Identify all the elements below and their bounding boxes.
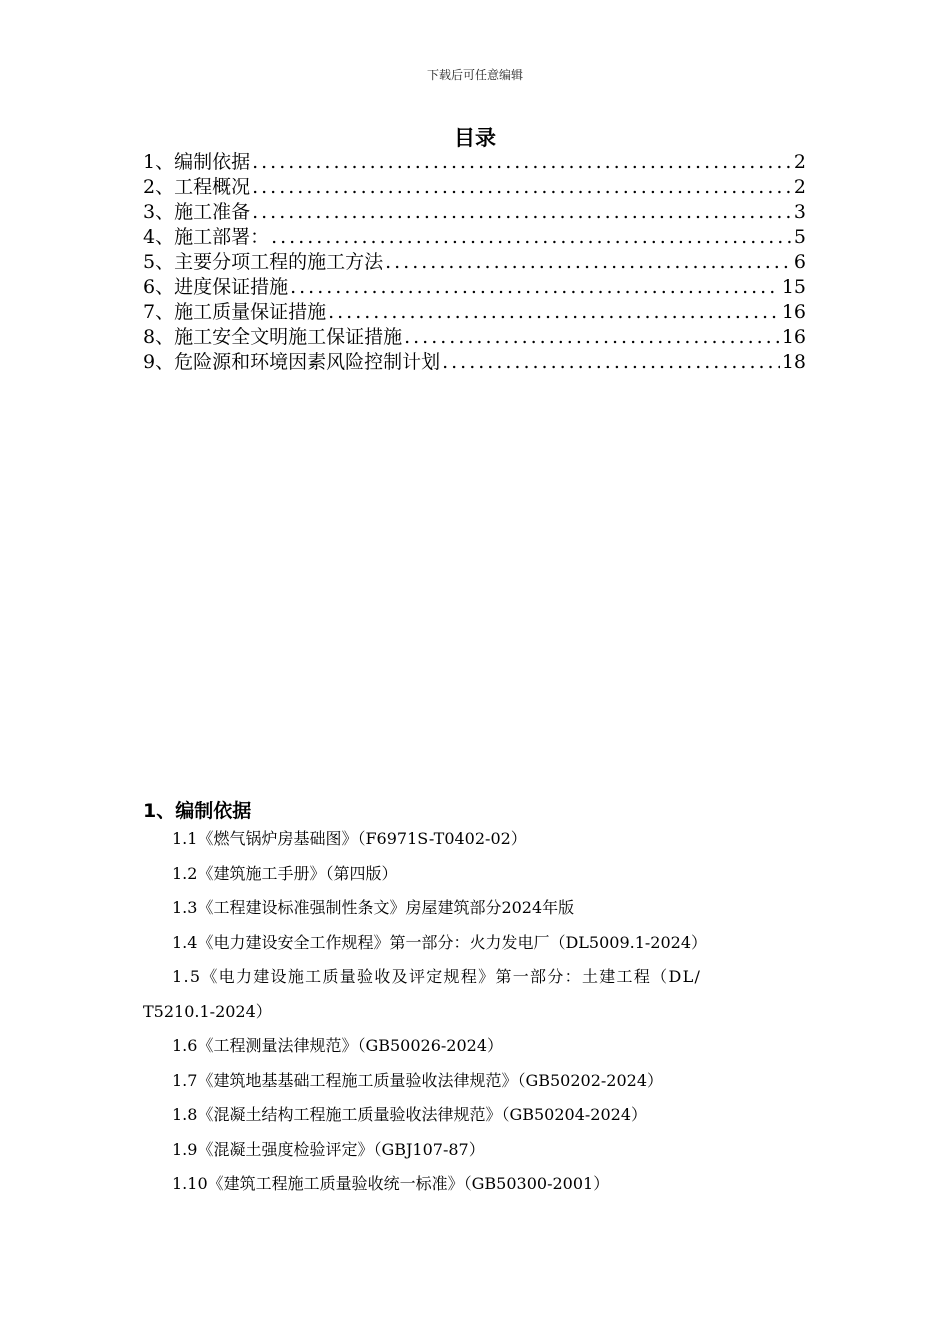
toc-entry[interactable] <box>143 200 806 225</box>
reference-item: 1.9《混凝土强度检验评定》（GBJ107-87） <box>172 1139 485 1159</box>
toc-dot-leader <box>385 250 792 275</box>
toc-entry-label: 7、施工质量保证措施 <box>143 301 327 323</box>
toc-entry-page: 5 <box>793 226 806 248</box>
toc-entry-label: 3、施工准备 <box>143 201 251 223</box>
toc-entry-label: 6、进度保证措施 <box>143 276 289 298</box>
toc-entry-label: 8、施工安全文明施工保证措施 <box>143 326 403 348</box>
reference-item: 1.7《建筑地基基础工程施工质量验收法律规范》（GB50202-2024） <box>172 1070 664 1090</box>
toc-entry-page: 3 <box>793 201 806 223</box>
toc-entry-label: 1、编制依据 <box>143 151 251 173</box>
toc-dot-leader <box>271 225 792 250</box>
reference-item: 1.4《电力建设安全工作规程》第一部分：火力发电厂（DL5009.1-2024） <box>172 932 708 952</box>
toc-dot-leader <box>290 275 780 300</box>
reference-item: 1.3《工程建设标准强制性条文》房屋建筑部分2024年版 <box>172 898 575 917</box>
toc-entry[interactable] <box>143 225 806 250</box>
toc-dot-leader <box>328 300 780 325</box>
toc-title: 目录 <box>454 126 496 150</box>
toc-entry[interactable] <box>143 250 806 275</box>
section-heading: 1、编制依据 <box>143 800 252 822</box>
toc-entry-page: 16 <box>781 326 806 348</box>
reference-item: 1.6《工程测量法律规范》（GB50026-2024） <box>172 1036 504 1055</box>
toc-entry-page: 15 <box>781 276 806 298</box>
page-header-note: 下载后可任意编辑 <box>426 68 523 82</box>
toc-entry-page: 6 <box>793 251 806 273</box>
toc-entry-page: 18 <box>781 351 806 373</box>
toc-dot-leader <box>404 325 780 350</box>
toc-entry-label: 5、主要分项工程的施工方法 <box>143 251 384 273</box>
toc-entry-label: 4、施工部署： <box>143 226 270 248</box>
reference-item: 1.1《燃气锅炉房基础图》（F6971S-T0402-02） <box>172 829 527 848</box>
toc-dot-leader <box>252 175 792 200</box>
toc-dot-leader <box>252 150 792 175</box>
toc-entry[interactable] <box>143 175 806 200</box>
toc-entry-page: 2 <box>793 176 806 198</box>
toc-entry[interactable] <box>143 275 806 300</box>
toc-entry-page: 16 <box>781 301 806 323</box>
toc-entry-label: 9、危险源和环境因素风险控制计划 <box>143 351 441 373</box>
reference-item: 1.8《混凝土结构工程施工质量验收法律规范》（GB50204-2024） <box>172 1105 648 1124</box>
toc-entry[interactable] <box>143 350 806 375</box>
toc-entry[interactable] <box>143 300 806 325</box>
reference-item-wrapped <box>143 960 812 1029</box>
toc-dot-leader <box>442 350 780 375</box>
reference-item-line: T5210.1-2024） <box>143 1001 272 1021</box>
table-of-contents <box>143 150 806 375</box>
reference-item-line: 1.5《电力建设施工质量验收及评定规程》第一部分：土建工程（DL/ <box>172 967 702 986</box>
toc-entry[interactable] <box>143 325 806 350</box>
reference-item: 1.10《建筑工程施工质量验收统一标准》（GB50300-2001） <box>172 1174 610 1193</box>
toc-dot-leader <box>252 200 792 225</box>
reference-item: 1.2《建筑施工手册》（第四版） <box>172 863 398 883</box>
toc-entry-label: 2、工程概况 <box>143 176 251 198</box>
reference-list <box>143 822 812 1202</box>
toc-entry[interactable] <box>143 150 806 175</box>
toc-entry-page: 2 <box>793 151 806 173</box>
